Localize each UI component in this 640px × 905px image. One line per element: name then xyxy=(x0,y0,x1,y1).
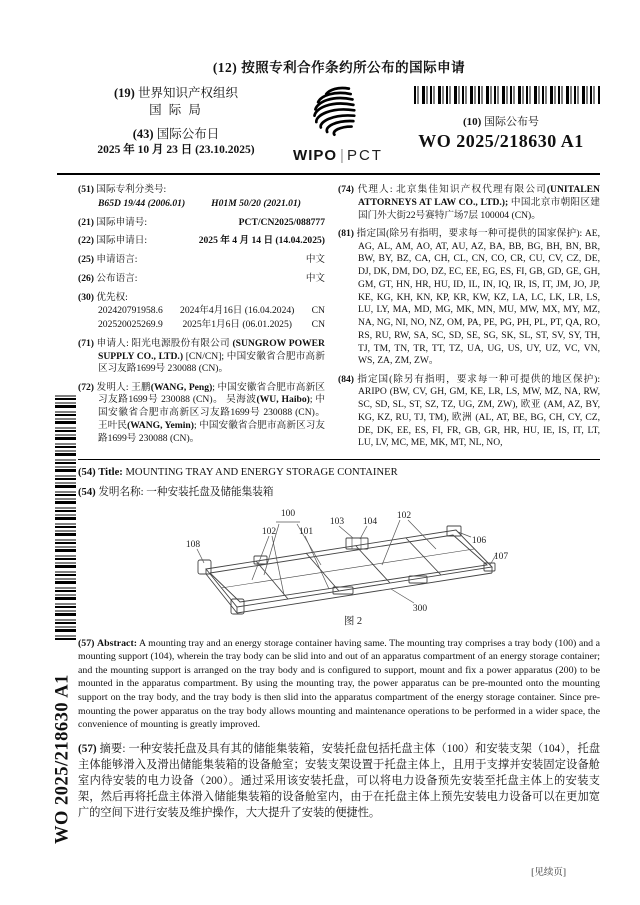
issuing-organization-block xyxy=(78,85,274,158)
priority-entry xyxy=(78,305,325,318)
filing-date-label: (22) 国际申请日: xyxy=(78,235,148,247)
figure-label-101: 101 xyxy=(298,526,314,537)
filing-language-value: 中文 xyxy=(305,254,325,265)
abstract-chinese-text: 一种安装托盘及具有其的储能集装箱，安装托盘包括托盘主体（100）和安装支架（104），托盘主体能够滑入及滑出储能集装箱的设备舱室；安装支架设置于托盘主体上，且用于支撑并安装固定设备舱室内待安装的电力设备（200）。通过采用该安装托盘，可以将电力设备预先安装至托盘主体上的安装支架，然后再将托盘主体滑入储能集装箱的设备舱室内，由于在托盘主体上预先安装电力设备可以在更加宽广的空间下进行安装及维护操作，大大提升了安装的便捷性。 xyxy=(78,743,601,819)
field-filing-date xyxy=(78,235,325,248)
wipo-wordmark: WIPO xyxy=(293,147,338,164)
organization-bureau: 国 际 局 xyxy=(149,102,203,117)
publication-number-label: 国际公布号 xyxy=(484,116,540,128)
application-number-label: (21) 国际申请号: xyxy=(78,216,148,228)
title-english-label: Title: xyxy=(98,466,123,478)
field-applicant xyxy=(78,338,325,376)
filing-date-value: 2025 年 4 月 14 日 (14.04.2025) xyxy=(198,235,325,247)
left-column xyxy=(78,184,325,456)
applicant-name-en: (SUNGROW POWER SUPPLY CO., LTD.) xyxy=(98,337,325,362)
agent-label: 代理人: xyxy=(357,184,393,195)
field-number-84: (84) xyxy=(338,373,354,385)
priority-entry xyxy=(78,319,325,332)
priority-country: CN xyxy=(311,319,325,330)
publication-type-line xyxy=(78,56,600,76)
field-number-26: (26) xyxy=(78,272,94,284)
publication-date-label: 国际公布日 xyxy=(156,126,220,141)
header-row xyxy=(78,85,600,164)
field-number-12: (12) xyxy=(212,60,238,75)
figure-label-102: 102 xyxy=(396,510,412,521)
field-agent xyxy=(338,184,600,222)
organization-name-line xyxy=(78,85,274,102)
title-english-value: MOUNTING TRAY AND ENERGY STORAGE CONTAINER xyxy=(125,466,398,478)
filing-language-label: (25) 申请语言: xyxy=(78,254,138,265)
inventor-address: ; 中国安徽省合肥市高新区习友路1699号 230088 (CN)。 xyxy=(98,381,325,406)
inventor-address: ; 中国安徽省合肥市高新区习友路1699号 230088 (CN)。 xyxy=(98,394,325,418)
field-number-57-zh: (57) xyxy=(78,743,97,756)
field-number-57-en: (57) xyxy=(78,637,95,649)
ipc-codes xyxy=(78,198,325,211)
inventor-name-en: (WANG, Peng) xyxy=(150,381,213,393)
publication-type-text: 按照专利合作条约所公布的国际申请 xyxy=(241,60,466,75)
inventor-name-en: (WANG, Yemin) xyxy=(127,419,194,431)
field-number-43: (43) xyxy=(132,126,154,141)
title-english-line xyxy=(78,467,600,478)
inventor-address: ; 中国安徽省合肥市高新区习友路1699号 230088 (CN)。 xyxy=(98,419,325,444)
figure-label-102: 102 xyxy=(261,526,277,537)
field-filing-language xyxy=(78,254,325,267)
inventor-name-zh: 吴海波 xyxy=(226,394,257,406)
title-chinese-line xyxy=(78,484,600,499)
title-chinese-value: 一种安装托盘及储能集装箱 xyxy=(146,486,274,498)
applicant-name-zh: 阳光电源股份有限公司 xyxy=(131,337,230,349)
priority-number: 202520025269.9 xyxy=(98,319,163,330)
priority-date: 2024年4月16日 (16.04.2024) xyxy=(180,305,295,317)
field-ipc-label xyxy=(78,184,325,197)
figure-label-103: 103 xyxy=(329,516,345,527)
priority-number: 202420791958.6 xyxy=(98,305,163,317)
figure-2-drawing xyxy=(109,505,569,627)
publication-number-block xyxy=(402,85,600,152)
field-number-74: (74) xyxy=(338,184,354,195)
field-number-30: (30) xyxy=(78,291,94,303)
priority-country: CN xyxy=(311,305,325,317)
continued-on-next-page-note: [见续页] xyxy=(531,868,566,878)
ipc-code: B65D 19/44 (2006.01) xyxy=(98,197,186,209)
figure-label-107: 107 xyxy=(493,551,509,562)
abstract-english-text: A mounting tray and an energy storage container having same. The mounting tray comprises a tray body (100) and a mounting support (104), wherein the tray body can be slid into and out of an apparatus compartment of an energy storage container; and the mounting support is arranged on the tray body and is configured to support, mount and fix a power apparatus (200) to be mounted in the apparatus compartment. By using the mounting tray, the power apparatus can be pre-mounted onto the mounting support on the tray body, and the tray body is then slid into the apparatus compartment of the energy storage container. Since pre-mounting the power apparatus on the tray body allows mounting and maintenance operations to be performed in a wider space, the convenience of mounting is greatly improved. xyxy=(78,637,600,731)
abstract-chinese-label: 摘要: xyxy=(99,743,126,756)
priority-date: 2025年1月6日 (06.01.2025) xyxy=(182,319,292,330)
header-divider xyxy=(57,173,600,175)
applicant-address: [CN/CN]; 中国安徽省合肥市高新区习友路1699号 230088 (CN)。 xyxy=(98,350,326,375)
ipc-code: H01M 50/20 (2021.01) xyxy=(211,197,301,209)
wipo-logo-block xyxy=(274,85,402,164)
figure-label-108: 108 xyxy=(185,539,201,550)
publication-date-value: 2025 年 10 月 23 日 (23.10.2025) xyxy=(97,143,255,156)
agent-name-zh: 北京集佳知识产权代理有限公司 xyxy=(396,184,547,195)
field-number-81: (81) xyxy=(338,227,354,239)
bibliographic-columns xyxy=(78,184,600,456)
field-designated-states xyxy=(338,228,600,368)
field-number-21: (21) xyxy=(78,216,94,228)
applicant-label: 申请人: xyxy=(96,337,129,349)
priority-label: 优先权: xyxy=(96,291,128,303)
title-chinese-label: 发明名称: xyxy=(98,486,144,498)
publication-date-label-line xyxy=(78,126,274,143)
application-number-value: PCT/CN2025/088777 xyxy=(238,216,325,228)
publication-number-value: WO 2025/218630 A1 xyxy=(418,131,584,151)
abstract-english-label: Abstract: xyxy=(96,637,138,649)
ipc-label: 国际专利分类号: xyxy=(96,184,167,195)
field-number-10: (10) xyxy=(462,116,482,128)
field-priority-label xyxy=(78,292,325,305)
organization-name: 世界知识产权组织 xyxy=(137,86,238,100)
field-application-number xyxy=(78,217,325,230)
wipo-globe-icon xyxy=(292,85,384,141)
publication-number-label-line xyxy=(402,113,600,129)
publication-language-label: (26) 公布语言: xyxy=(78,272,138,284)
horizontal-barcode xyxy=(414,86,600,104)
inventors-label: 发明人: xyxy=(96,381,129,393)
patent-front-page xyxy=(78,0,600,822)
field-number-22: (22) xyxy=(78,235,94,247)
designated-states-list: AE, AG, AL, AM, AO, AT, AU, AZ, BA, BB, BG, BH, BN, BR, BW, BY, BZ, CA, CH, CL, CN, CO, CR, CU, CV, CZ, DE, DJ, DK, DM, DO, DZ, EC, EE, EG, ES, FI, GB, GD, GE, GH, GM, GT, HN, HR, HU, ID, IL, IN, IQ, IR, IS, IT, JM, JO, JP, KE, KG, KH, KN, KP, KR, KW, KZ, LA, LC, LK, LR, LS, LU, LY, MA, MD, MG, MK, MN, MU, MW, MX, MY, MZ, NA, NG, NI, NO, NZ, OM, PA, PE, PG, PH, PL, PT, QA, RO, RS, RU, RW, SA, SC, SD, SE, SG, SK, SL, ST, SV, SY, TH, TJ, TM, TN, TR, TT, TZ, UA, UG, US, UY, UZ, VC, VN, WS, ZA, ZM, ZW。 xyxy=(358,227,600,367)
inventor-name-zh: 王叶民 xyxy=(98,419,128,431)
title-section xyxy=(78,467,600,499)
abstract-english xyxy=(78,637,600,733)
field-number-51: (51) xyxy=(78,184,94,195)
figure-label-106: 106 xyxy=(471,535,487,546)
publication-language-value: 中文 xyxy=(305,272,325,284)
designated-regions-label: 指定国(除另有指明，要求每一种可提供的地区保护): xyxy=(357,373,600,385)
figure-label-300: 300 xyxy=(412,603,428,614)
wipo-pct-wordmark xyxy=(274,147,402,164)
figure-label-104: 104 xyxy=(362,516,378,527)
designated-regions-list: ARIPO (BW, CV, GH, GM, KE, LR, LS, MW, MZ, NA, RW, SC, SD, SL, ST, SZ, TZ, UG, ZM, ZW), 欧亚 (AM, AZ, BY, KG, KZ, RU, TJ, TM), 欧洲 (AL, AT, BE, BG, CH, CY, CZ, DE, DK, EE, ES, FI, FR, GB, GR, HR, HU, IE, IS, IT, LT, LU, LV, MC, ME, MK, MT, NL, NO, xyxy=(358,386,600,449)
field-number-19: (19) xyxy=(114,86,135,100)
right-column xyxy=(338,184,600,456)
inventor-name-zh: 王鹏 xyxy=(131,381,151,393)
inventor-name-en: (WU, Haibo) xyxy=(256,394,310,406)
designated-states-label: 指定国(除另有指明，要求每一种可提供的国家保护): xyxy=(356,227,585,239)
field-inventors xyxy=(78,382,325,446)
field-number-54-en: (54) xyxy=(78,466,96,478)
vertical-barcode xyxy=(55,393,76,640)
field-number-71: (71) xyxy=(78,337,94,349)
patent-figure xyxy=(78,505,600,632)
abstract-chinese xyxy=(78,742,600,822)
agent-name-en: (UNITALEN ATTORNEYS AT LAW CO., LTD.); xyxy=(358,184,600,208)
figure-caption: 图 2 xyxy=(343,615,363,627)
field-number-25: (25) xyxy=(78,254,94,265)
pct-wordmark: PCT xyxy=(346,147,383,164)
agent-address: 中国北京市朝阳区建国门外大街22号赛特广场7层 100004 (CN)。 xyxy=(358,196,600,221)
figure-label-100: 100 xyxy=(280,508,296,519)
wordmark-separator: | xyxy=(340,147,344,164)
field-designated-regions xyxy=(338,374,600,451)
field-number-72: (72) xyxy=(78,381,94,393)
field-number-54-zh: (54) xyxy=(78,486,96,498)
sidebar-publication-number: WO 2025/218630 A1 xyxy=(52,674,73,844)
body-divider xyxy=(78,459,600,460)
field-publication-language xyxy=(78,273,325,286)
